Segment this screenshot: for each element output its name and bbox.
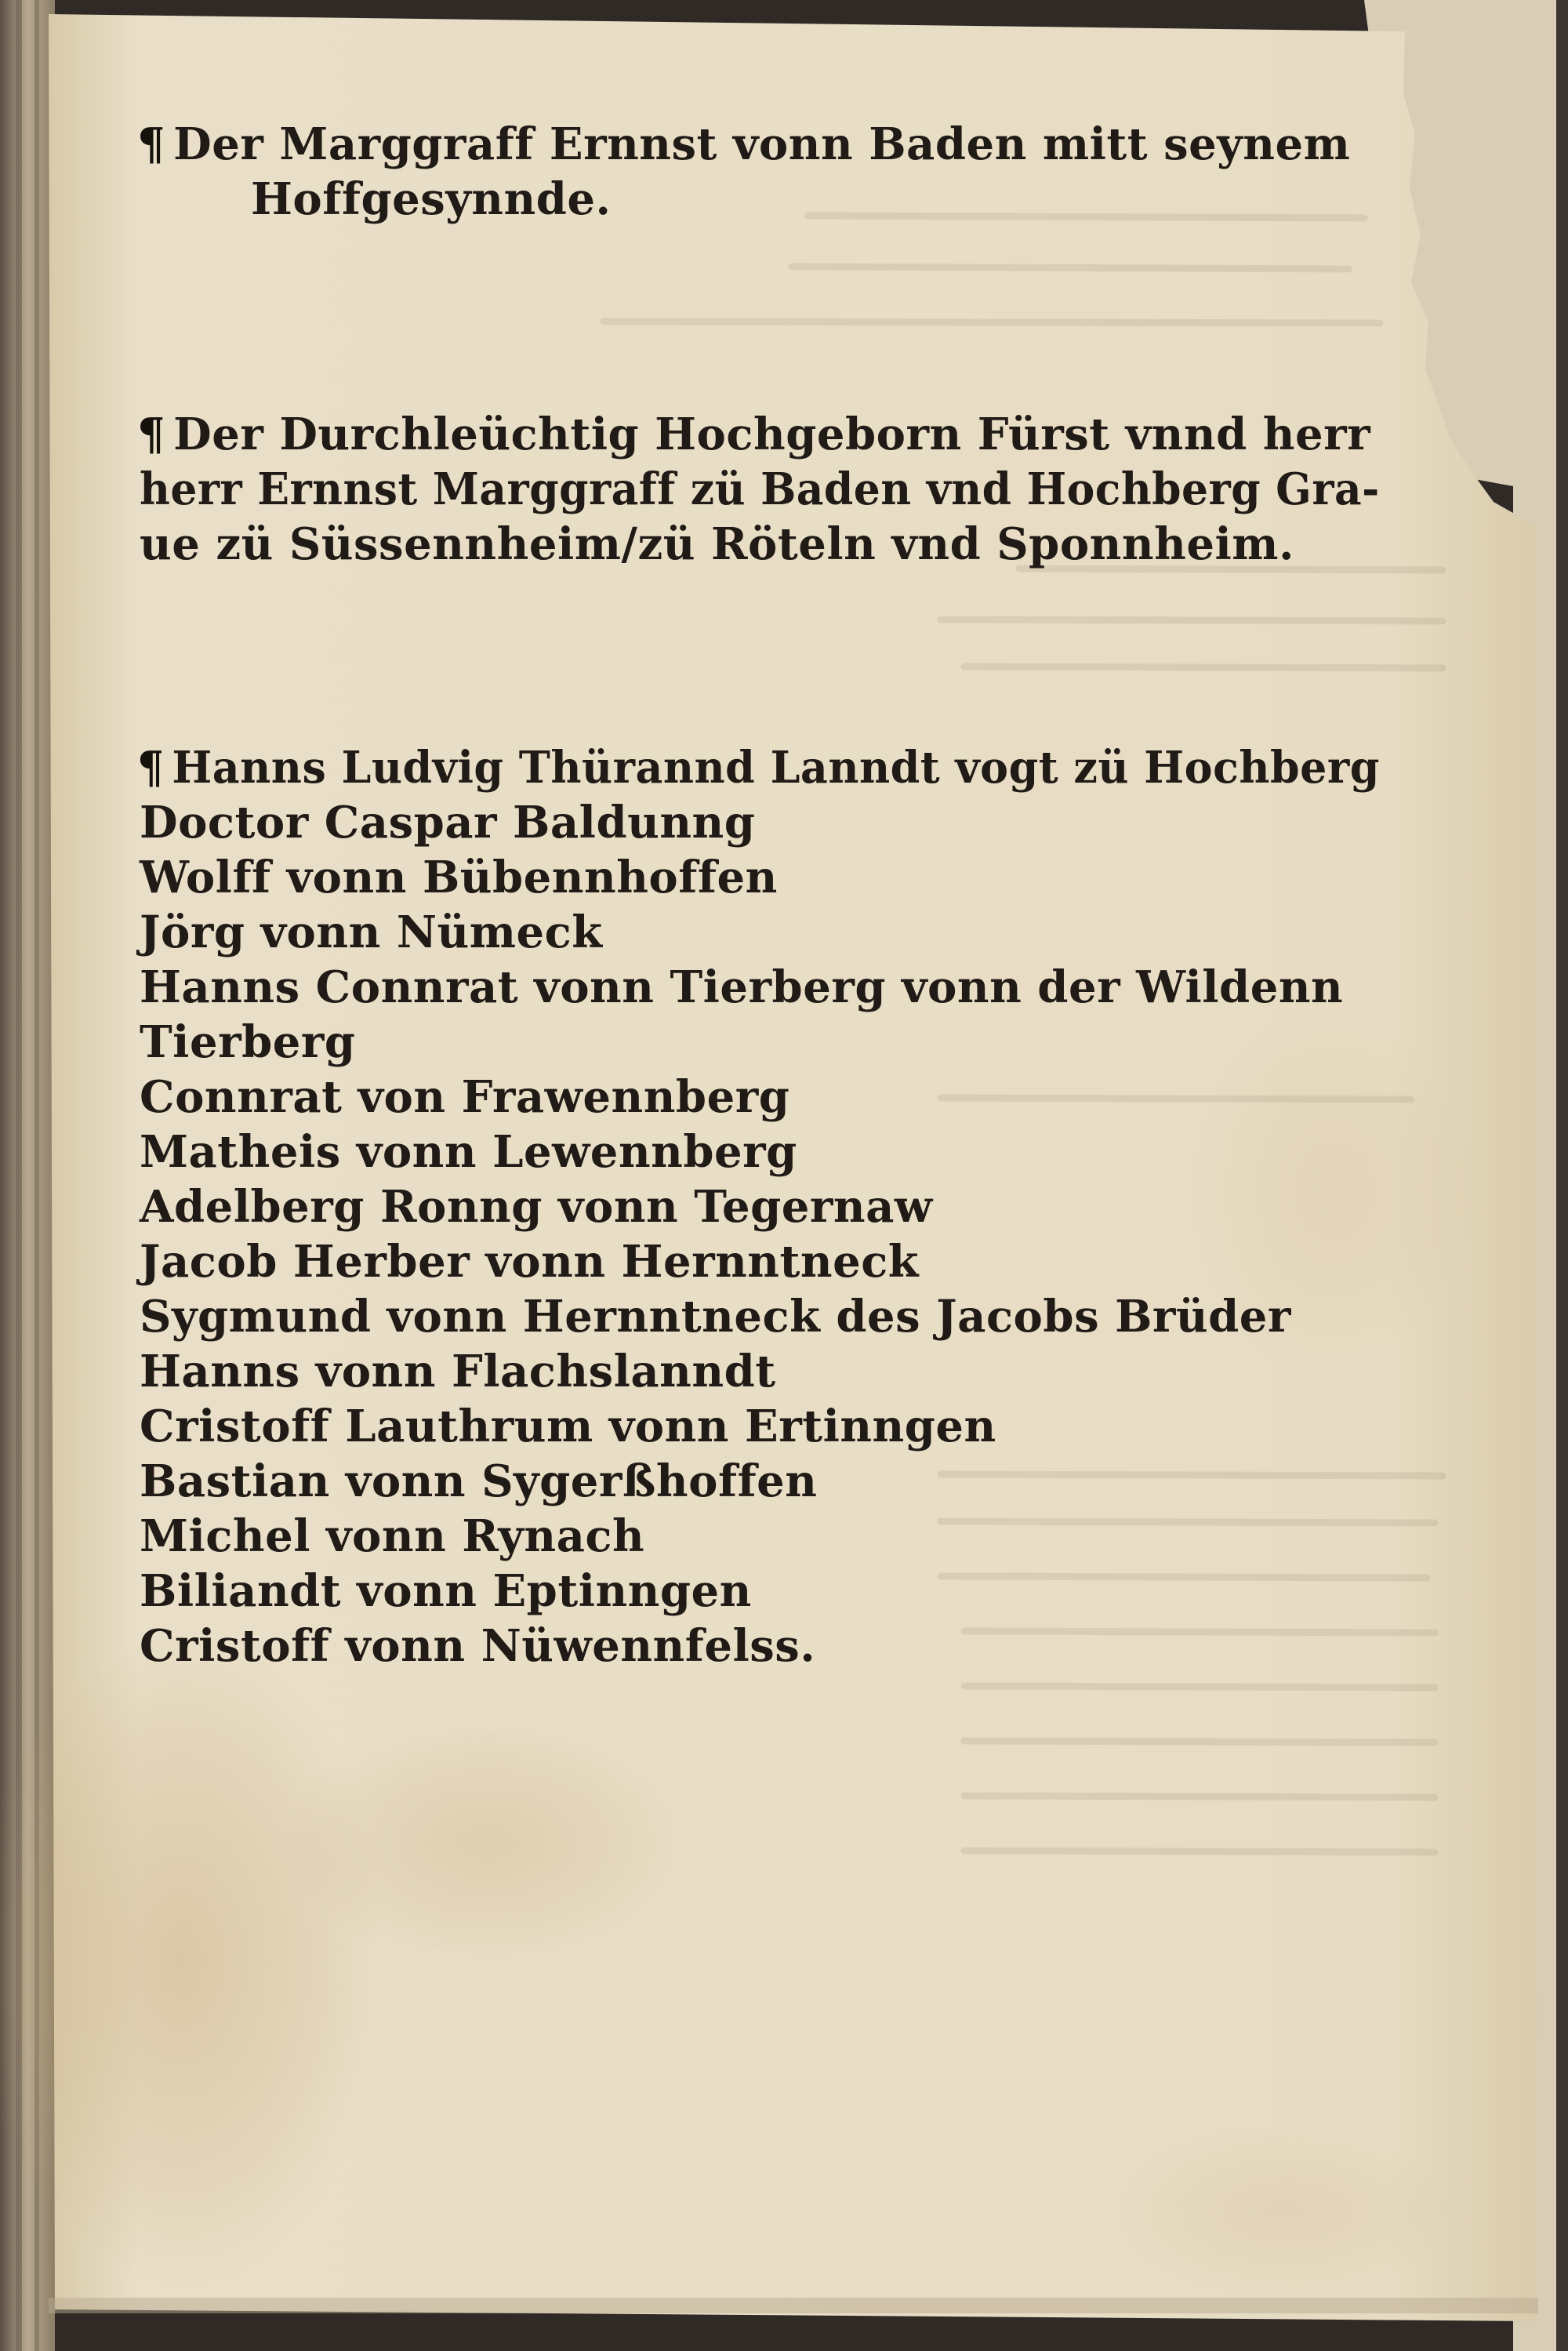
pilcrow-icon: ¶ xyxy=(137,742,165,794)
heading-2-line-1-text: Der Durchleüchtig Hochgeborn Fürst vnnd herr xyxy=(173,409,1371,460)
name-item-16: Biliandt vonn Eptinngen xyxy=(140,1565,752,1617)
name-item-12: Hanns vonn Flachslanndt xyxy=(140,1346,776,1397)
name-item-6: Tierberg xyxy=(140,1016,356,1068)
heading-1-line-1-text: Der Marggraff Ernnst vonn Baden mitt seynem xyxy=(173,118,1351,170)
name-item-1-text: Hanns Ludvig Thürannd Lanndt vogt zü Hochberg xyxy=(172,742,1380,794)
name-item-3: Wolff vonn Bübennhoffen xyxy=(140,852,778,903)
name-item-11: Sygmund vonn Hernntneck des Jacobs Brüder xyxy=(140,1291,1291,1343)
name-item-8: Matheis vonn Lewennberg xyxy=(140,1126,797,1178)
name-item-17: Cristoff vonn Nüwennfelss. xyxy=(140,1620,816,1672)
name-item-13: Cristoff Lauthrum vonn Ertinngen xyxy=(140,1401,996,1452)
heading-2-line-2: herr Ernnst Marggraff zü Baden vnd Hochberg Gra- xyxy=(140,463,1380,515)
name-item-7: Connrat von Frawennberg xyxy=(140,1071,790,1123)
name-item-2: Doctor Caspar Baldunng xyxy=(140,797,756,848)
pilcrow-icon: ¶ xyxy=(137,118,166,170)
heading-2-line-1 xyxy=(137,408,1370,461)
name-item-15: Michel vonn Rynach xyxy=(140,1510,645,1562)
name-item-1 xyxy=(137,741,1380,794)
heading-1-line-1 xyxy=(137,118,1350,171)
name-item-14: Bastian vonn Sygerßhoffen xyxy=(140,1455,818,1507)
heading-2-line-3: ue zü Süssennheim/zü Röteln vnd Sponnheim. xyxy=(140,518,1294,570)
name-item-9: Adelberg Ronng vonn Tegernaw xyxy=(140,1181,933,1233)
name-item-10: Jacob Herber vonn Hernntneck xyxy=(140,1236,920,1288)
name-item-5: Hanns Connrat vonn Tierberg vonn der Wildenn xyxy=(140,961,1344,1013)
name-item-4: Jörg vonn Nümeck xyxy=(140,907,603,958)
heading-1-line-2: Hoffgesynnde. xyxy=(251,173,612,225)
pilcrow-icon: ¶ xyxy=(137,409,166,460)
